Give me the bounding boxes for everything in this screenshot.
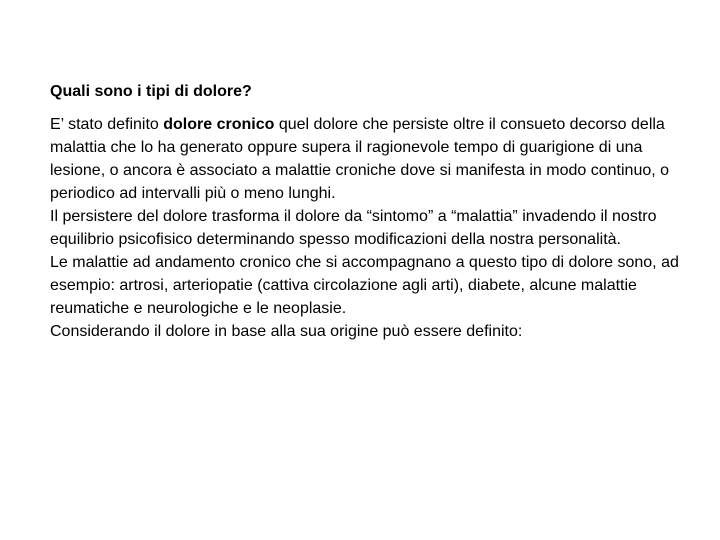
- paragraph-1-rest: quel dolore che persiste oltre il consueto decorso della malattia che lo ha generato oppure supera il ragionevole tempo di guarigione di una lesione, o ancora è associato a malattie croniche dove si manifesta in modo continuo, o periodico ad intervalli più o meno lunghi.: [50, 116, 670, 202]
- slide-heading: Quali sono i tipi di dolore?: [50, 83, 252, 100]
- paragraph-chronic-pain-definition: [50, 113, 680, 205]
- paragraph-1-intro: E’ stato definito: [50, 116, 164, 133]
- slide-body: [50, 113, 680, 343]
- paragraph-pain-becomes-disease: Il persistere del dolore trasforma il dolore da “sintomo” a “malattia” invadendo il nostro equilibrio psicofisico determinando spesso modificazioni della nostra personalità.: [50, 208, 657, 248]
- slide-content: [50, 80, 680, 343]
- paragraph-pain-origin: Considerando il dolore in base alla sua origine può essere definito:: [50, 323, 523, 340]
- term-dolore-cronico: dolore cronico: [163, 116, 275, 133]
- paragraph-chronic-diseases: Le malattie ad andamento cronico che si accompagnano a questo tipo di dolore sono, ad esempio: artrosi, arteriopatie (cattiva circolazione agli arti), diabete, alcune malattie reumatiche e neurologiche e le neoplasie.: [50, 254, 679, 317]
